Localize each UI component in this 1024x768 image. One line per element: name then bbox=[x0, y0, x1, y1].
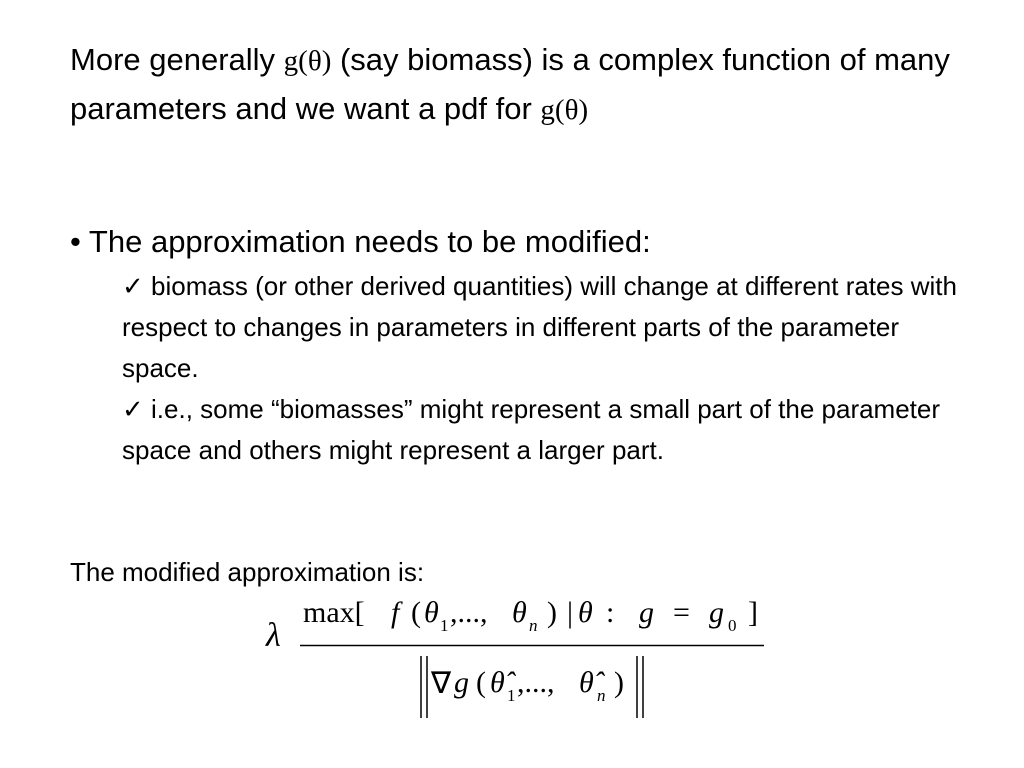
paren-open: ( bbox=[476, 666, 486, 699]
g-symbol: g bbox=[709, 596, 724, 629]
g-symbol: g bbox=[454, 666, 469, 699]
fraction-bar bbox=[300, 644, 764, 647]
theta-hat-symbol: θ̂ bbox=[490, 666, 505, 699]
intro-text-2: (say biomass) is a complex function of many parameters and we want a pdf for bbox=[70, 42, 950, 126]
theta-hat-symbol: θ̂ bbox=[579, 666, 594, 699]
colon: : bbox=[606, 596, 615, 629]
checkmark-icon: ✓ bbox=[122, 271, 144, 301]
paren-close: ) bbox=[614, 666, 624, 699]
intro-text-1: More generally bbox=[70, 42, 284, 77]
close-bracket: ] bbox=[748, 596, 758, 629]
subscript-0: 0 bbox=[728, 616, 737, 635]
sub-point bbox=[122, 389, 972, 471]
paren-close: ) bbox=[547, 596, 557, 629]
function-f: f bbox=[391, 596, 400, 629]
nabla-symbol: ∇ bbox=[431, 667, 452, 700]
max-operator: max[ bbox=[303, 596, 365, 629]
subscript-1: 1 bbox=[440, 616, 449, 635]
lambda-symbol: λ bbox=[266, 617, 281, 654]
theta-symbol: θ bbox=[424, 596, 439, 629]
ellipsis: ,..., bbox=[450, 596, 488, 629]
g-theta-expression: g(θ) bbox=[540, 94, 589, 126]
g-symbol: g bbox=[639, 596, 654, 629]
subscript-n: n bbox=[597, 686, 606, 705]
formula bbox=[266, 592, 786, 722]
equals-sign: = bbox=[673, 596, 690, 629]
sub-point bbox=[122, 266, 972, 389]
sub-point-text: i.e., some “biomasses” might represent a small part of the parameter space and others might represent a larger part. bbox=[122, 394, 941, 465]
theta-symbol: θ bbox=[578, 596, 593, 629]
bullet-heading bbox=[70, 218, 970, 265]
paren-open: ( bbox=[411, 596, 421, 629]
bullet-text: The approximation needs to be modified: bbox=[88, 224, 651, 259]
checkmark-icon: ✓ bbox=[122, 394, 144, 424]
bullet-marker: • bbox=[70, 224, 81, 259]
sub-point-text: biomass (or other derived quantities) will change at different rates with respect to changes in parameters in different parts of the parameter space. bbox=[122, 271, 957, 383]
given-bar: | bbox=[567, 596, 574, 629]
g-theta-expression: g(θ) bbox=[283, 45, 332, 77]
modified-approximation-label: The modified approximation is: bbox=[70, 557, 425, 587]
subscript-1: 1 bbox=[507, 686, 516, 705]
subscript-n: n bbox=[529, 616, 538, 635]
intro-paragraph bbox=[70, 36, 970, 134]
theta-symbol: θ bbox=[512, 596, 527, 629]
ellipsis: ,..., bbox=[517, 666, 555, 699]
